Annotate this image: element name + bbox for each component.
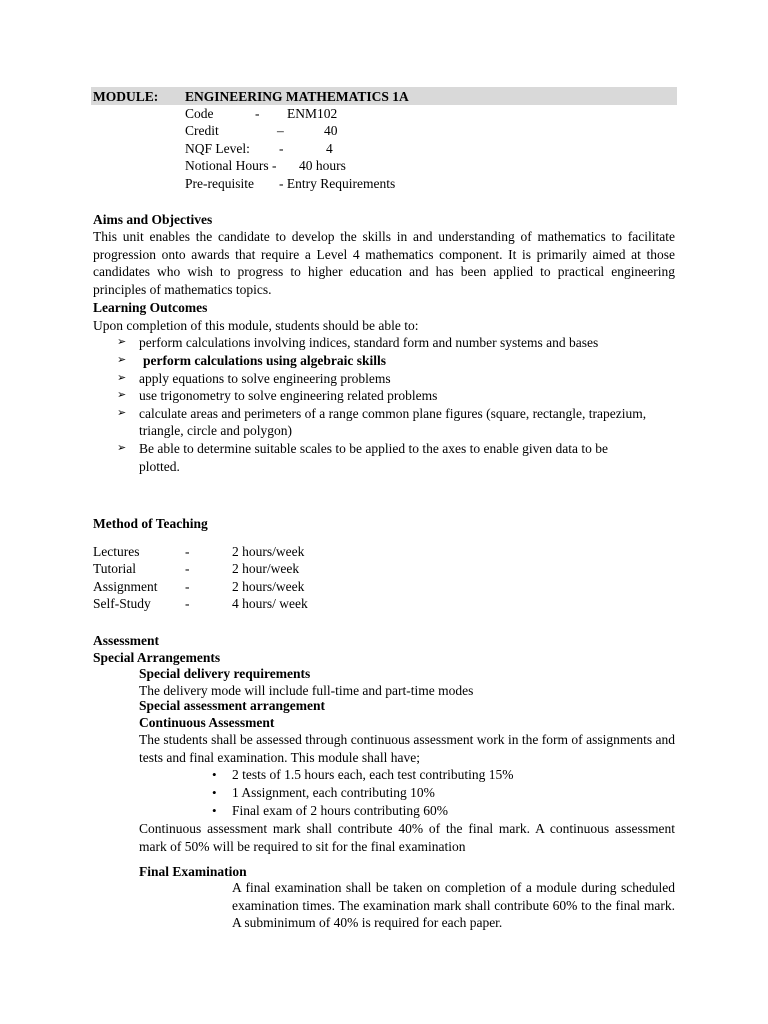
assessment-arrangement-heading: Special assessment arrangement bbox=[139, 698, 325, 713]
teaching-heading: Method of Teaching bbox=[93, 516, 208, 531]
outcome-item-continued: plotted. bbox=[139, 459, 180, 474]
teaching-sep: - bbox=[185, 596, 190, 611]
outcomes-heading: Learning Outcomes bbox=[93, 300, 208, 315]
arrow-bullet-icon: ➢ bbox=[117, 389, 127, 401]
outcome-item: perform calculations using algebraic skills bbox=[143, 353, 386, 368]
arrow-bullet-icon: ➢ bbox=[117, 354, 127, 366]
teaching-sep: - bbox=[185, 579, 190, 594]
continuous-heading: Continuous Assessment bbox=[139, 715, 275, 730]
detail-prereq-key: Pre-requisite bbox=[185, 176, 254, 191]
assessment-bullet: 2 tests of 1.5 hours each, each test contributing 15% bbox=[232, 767, 514, 782]
outcome-item: calculate areas and perimeters of a range common plane figures (square, rectangle, trapezium, bbox=[139, 406, 647, 421]
outcome-item: perform calculations involving indices, standard form and number systems and bases bbox=[139, 335, 599, 350]
bullet-dot-icon: • bbox=[212, 803, 217, 818]
teaching-time: 2 hours/week bbox=[232, 544, 305, 559]
detail-credit-sep: – bbox=[277, 123, 284, 138]
aims-text: This unit enables the candidate to develop the skills in and understanding of mathematics to facilitate progression onto awards that require a Level 4 mathematics component. It is primarily aimed at those candidates who wish to progress to higher education and has been applied to practical engineering principles of mathematics topics. bbox=[93, 229, 675, 297]
teaching-activity: Self-Study bbox=[93, 596, 151, 611]
detail-code-key: Code bbox=[185, 106, 214, 121]
detail-prereq-value: - Entry Requirements bbox=[279, 176, 396, 191]
outcome-item: apply equations to solve engineering problems bbox=[139, 371, 391, 386]
contribution-text: Continuous assessment mark shall contribute 40% of the final mark. A continuous assessment mark of 50% will be required to sit for the final examination bbox=[139, 821, 675, 854]
continuous-text: The students shall be assessed through continuous assessment work in the form of assignments and tests and final examination. This module shall have; bbox=[139, 732, 675, 765]
teaching-time: 4 hours/ week bbox=[232, 596, 308, 611]
assessment-heading: Assessment bbox=[93, 633, 159, 648]
outcome-item: use trigonometry to solve engineering related problems bbox=[139, 388, 438, 403]
detail-nqf-key: NQF Level: bbox=[185, 141, 250, 156]
teaching-activity: Assignment bbox=[93, 579, 158, 594]
detail-nqf-sep: - bbox=[279, 141, 284, 156]
arrow-bullet-icon: ➢ bbox=[117, 407, 127, 419]
detail-hours-key: Notional Hours - bbox=[185, 158, 277, 173]
detail-credit-value: 40 bbox=[324, 123, 338, 138]
outcome-item: Be able to determine suitable scales to be applied to the axes to enable given data to be bbox=[139, 441, 608, 456]
detail-code-sep: - bbox=[255, 106, 260, 121]
teaching-activity: Tutorial bbox=[93, 561, 137, 576]
delivery-text: The delivery mode will include full-time and part-time modes bbox=[139, 683, 474, 698]
bullet-dot-icon: • bbox=[212, 785, 217, 800]
aims-heading: Aims and Objectives bbox=[93, 212, 213, 227]
detail-nqf-value: 4 bbox=[326, 141, 333, 156]
assessment-bullet: Final exam of 2 hours contributing 60% bbox=[232, 803, 448, 818]
delivery-heading: Special delivery requirements bbox=[139, 666, 311, 681]
detail-credit-key: Credit bbox=[185, 123, 219, 138]
bullet-dot-icon: • bbox=[212, 767, 217, 782]
teaching-time: 2 hours/week bbox=[232, 579, 305, 594]
teaching-sep: - bbox=[185, 561, 190, 576]
final-exam-text: A final examination shall be taken on completion of a module during scheduled examination times. The examination mark shall contribute 60% to the final mark. A subminimum of 40% is required for each paper. bbox=[232, 880, 675, 930]
outcome-item-continued: triangle, circle and polygon) bbox=[139, 423, 292, 438]
outcomes-intro: Upon completion of this module, students should be able to: bbox=[93, 318, 419, 333]
detail-code-value: ENM102 bbox=[287, 106, 338, 121]
teaching-activity: Lectures bbox=[93, 544, 140, 559]
arrow-bullet-icon: ➢ bbox=[117, 372, 127, 384]
arrow-bullet-icon: ➢ bbox=[117, 442, 127, 454]
teaching-time: 2 hour/week bbox=[232, 561, 300, 576]
teaching-sep: - bbox=[185, 544, 190, 559]
assessment-bullet: 1 Assignment, each contributing 10% bbox=[232, 785, 435, 800]
final-exam-heading: Final Examination bbox=[139, 864, 247, 879]
detail-hours-value: 40 hours bbox=[299, 158, 346, 173]
module-title: ENGINEERING MATHEMATICS 1A bbox=[185, 89, 409, 104]
special-arrangements-heading: Special Arrangements bbox=[93, 650, 221, 665]
module-label: MODULE: bbox=[93, 89, 159, 104]
arrow-bullet-icon: ➢ bbox=[117, 336, 127, 348]
